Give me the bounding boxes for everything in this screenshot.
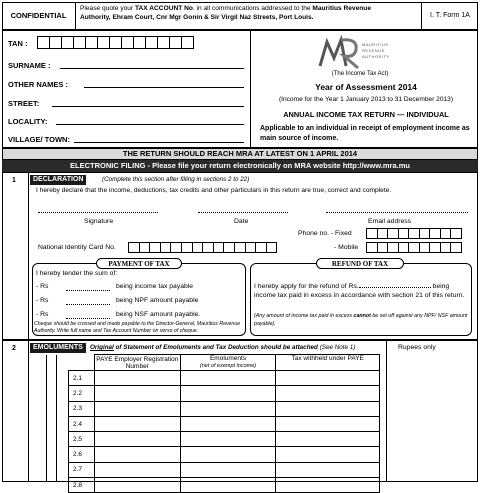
- table-row: [69, 478, 380, 493]
- tax-cell[interactable]: [276, 478, 380, 493]
- emoluments-cell[interactable]: [180, 478, 276, 493]
- emoluments-right-divider: [386, 340, 387, 482]
- row-number: 2.7: [69, 462, 95, 477]
- nsf-amount-field[interactable]: [66, 318, 110, 319]
- income-tax-amount-field[interactable]: [66, 290, 110, 291]
- table-row: [69, 371, 380, 386]
- refund-note-a: (Any amount of income tax paid in excess: [254, 313, 354, 319]
- table-row: [69, 432, 380, 447]
- emoluments-column-sub: (net of exempt income): [199, 363, 257, 369]
- payment-row-prefix: - Rs: [36, 283, 49, 290]
- refund-note-b: be set off against any NPF/ NSF amount payable).: [254, 313, 468, 327]
- applicable-note: Applicable to an individual in receipt of employment income as main source of income.: [260, 125, 470, 142]
- employer-cell[interactable]: [94, 371, 180, 386]
- emoluments-tag: EMOLUMENTS: [30, 343, 86, 353]
- section-1-number: 1: [12, 177, 16, 184]
- table-row: [69, 462, 380, 477]
- refund-note: [254, 312, 470, 328]
- tax-cell[interactable]: [276, 401, 380, 416]
- header-notice: [80, 4, 420, 22]
- notice-mid: . in all communications addressed to the: [192, 5, 313, 12]
- payment-row-label: being NSF amount payable.: [116, 311, 201, 318]
- tax-cell[interactable]: [276, 386, 380, 401]
- emoluments-title-rest: of Statement of Emoluments and Tax Deduction should be attached: [113, 344, 318, 351]
- payment-row: [36, 311, 242, 318]
- tax-act-caption: (The Income Tax Act): [331, 71, 389, 77]
- email-field[interactable]: [326, 212, 468, 213]
- employer-cell[interactable]: [94, 447, 180, 462]
- tax-cell[interactable]: [276, 462, 380, 477]
- taxpayer-divider: [250, 30, 251, 148]
- table-row: [69, 416, 380, 431]
- section-number-column-2: [28, 340, 29, 482]
- phone-fixed-label: Phone no. - Fixed: [298, 230, 352, 237]
- declaration-text: I hereby declare that the income, deductions, tax credits and other particulars in this return are true, correct and complete.: [36, 187, 392, 194]
- refund-text-c: income tax paid in excess in accordance with section 21 of this return.: [254, 292, 465, 299]
- tan-label: TAN :: [8, 39, 28, 48]
- village-field[interactable]: [74, 142, 244, 143]
- cheque-note: Cheque should be crossed and made payable to the Director-General, Mauritius Revenue Authority. Write full name and Tax Account Number on verso of cheque.: [34, 321, 241, 334]
- emoluments-cell[interactable]: [180, 386, 276, 401]
- table-row: [69, 447, 380, 462]
- nic-input[interactable]: [128, 242, 276, 253]
- emoluments-title: [90, 344, 355, 351]
- form-id: I. T. Form 1A: [421, 2, 478, 30]
- return-title: ANNUAL INCOME TAX RETURN — INDIVIDUAL: [283, 110, 449, 119]
- declaration-note: (Complete this section after filling in sections 2 to 22): [102, 176, 250, 183]
- payment-row-label: being income tax payable: [116, 283, 194, 290]
- declaration-tag: DECLARATION: [30, 175, 86, 185]
- emoluments-cell[interactable]: [180, 401, 276, 416]
- mobile-label: - Mobile: [334, 244, 359, 251]
- emoluments-cell[interactable]: [180, 371, 276, 386]
- payment-intro: I hereby tender the sum of:: [36, 270, 118, 277]
- logo-side-text: MAURITIUS REVENUE AUTHORITY: [362, 42, 390, 59]
- emoluments-inner-left: [46, 355, 47, 482]
- emoluments-table: [68, 354, 380, 493]
- efiling-banner: ELECTRONIC FILING - Please file your return electronically on MRA website http://www.mra.mu: [2, 160, 478, 172]
- tax-column-header: Tax withheld under PAYE: [276, 355, 380, 371]
- payment-title: PAYMENT OF TAX: [96, 258, 182, 269]
- date-field[interactable]: [198, 212, 288, 213]
- date-label: Date: [234, 218, 249, 225]
- refund-amount-field[interactable]: [359, 287, 431, 288]
- refund-text-a: I hereby apply for the refund of Rs.: [254, 283, 359, 290]
- table-row: [69, 386, 380, 401]
- row-number: 2.8: [69, 478, 95, 493]
- row-number: 2.1: [69, 371, 95, 386]
- emoluments-cell[interactable]: [180, 447, 276, 462]
- npf-amount-field[interactable]: [66, 304, 110, 305]
- confidential-label: CONFIDENTIAL: [2, 2, 76, 30]
- street-label: STREET:: [8, 99, 40, 108]
- emoluments-column-header: [180, 355, 276, 371]
- section-2-number: 2: [12, 345, 16, 352]
- row-number: 2.6: [69, 447, 95, 462]
- notice-prefix: Please quote your: [80, 5, 135, 12]
- payment-row-prefix: - Rs: [36, 311, 49, 318]
- row-number: 2.5: [69, 432, 95, 447]
- refund-title: REFUND OF TAX: [316, 258, 404, 269]
- deadline-banner: THE RETURN SHOULD REACH MRA AT LATEST ON 1 APRIL 2014: [122, 149, 358, 158]
- rupees-only-label: Rupees only: [398, 344, 436, 351]
- refund-note-bold: cannot: [353, 313, 371, 319]
- emoluments-header-row: [69, 355, 380, 371]
- emoluments-inner-left-2: [56, 355, 57, 482]
- payment-row: [36, 283, 242, 290]
- row-number: 2.4: [69, 416, 95, 431]
- emoluments-title-original: Original: [90, 344, 114, 351]
- locality-field[interactable]: [56, 124, 244, 125]
- employer-cell[interactable]: [94, 386, 180, 401]
- emoluments-column-title: Emoluments: [209, 355, 247, 362]
- other-names-label: OTHER NAMES :: [8, 80, 68, 89]
- emoluments-cell[interactable]: [180, 462, 276, 477]
- signature-label: Signature: [84, 218, 114, 225]
- phone-fixed-input[interactable]: [366, 228, 461, 239]
- mra-logo-mark: [318, 36, 362, 70]
- village-label: VILLAGE/ TOWN:: [8, 135, 70, 144]
- signature-field[interactable]: [38, 212, 158, 213]
- income-period: (Income for the Year 1 January 2013 to 31 December 2013): [278, 96, 454, 103]
- tax-cell[interactable]: [276, 416, 380, 431]
- see-note: (See Note 1): [319, 344, 356, 351]
- other-names-field[interactable]: [84, 87, 244, 88]
- payment-row-prefix: - Rs: [36, 297, 49, 304]
- payment-row-label: being NPF amount payable: [116, 297, 199, 304]
- surname-label: SURNAME :: [8, 61, 51, 70]
- emoluments-cell[interactable]: [180, 416, 276, 431]
- email-label: Email address: [368, 218, 412, 225]
- refund-text-b: being: [432, 283, 450, 290]
- row-number: 2.3: [69, 401, 95, 416]
- tax-cell[interactable]: [276, 447, 380, 462]
- employer-cell[interactable]: [94, 462, 180, 477]
- payment-row: [36, 297, 242, 304]
- locality-label: LOCALITY:: [8, 117, 48, 126]
- notice-tax-account: TAX ACCOUNT No: [135, 5, 193, 12]
- tax-cell[interactable]: [276, 432, 380, 447]
- nic-label: National Identity Card No.: [38, 244, 116, 251]
- year-of-assessment: Year of Assessment 2014: [315, 82, 417, 92]
- row-number-header: [69, 355, 95, 371]
- employer-cell[interactable]: [94, 416, 180, 431]
- notice-address: Authority, Ehram Court, Cnr Mgr Gonin & Sir Virgil Naz Streets, Port Louis.: [80, 14, 314, 21]
- row-number: 2.2: [69, 386, 95, 401]
- employer-cell[interactable]: [94, 432, 180, 447]
- refund-text: [254, 282, 468, 300]
- employer-cell[interactable]: [94, 401, 180, 416]
- mobile-input[interactable]: [366, 242, 461, 253]
- employer-column-header: PAYE Employer Registration Number: [96, 355, 179, 370]
- mra-logo: [318, 36, 388, 70]
- table-row: [69, 401, 380, 416]
- employer-cell[interactable]: [94, 478, 180, 493]
- tax-cell[interactable]: [276, 371, 380, 386]
- tan-input[interactable]: [37, 36, 193, 49]
- emoluments-cell[interactable]: [180, 432, 276, 447]
- notice-mra: Mauritius Revenue: [312, 5, 371, 12]
- surname-field[interactable]: [60, 68, 244, 69]
- street-field[interactable]: [52, 106, 244, 107]
